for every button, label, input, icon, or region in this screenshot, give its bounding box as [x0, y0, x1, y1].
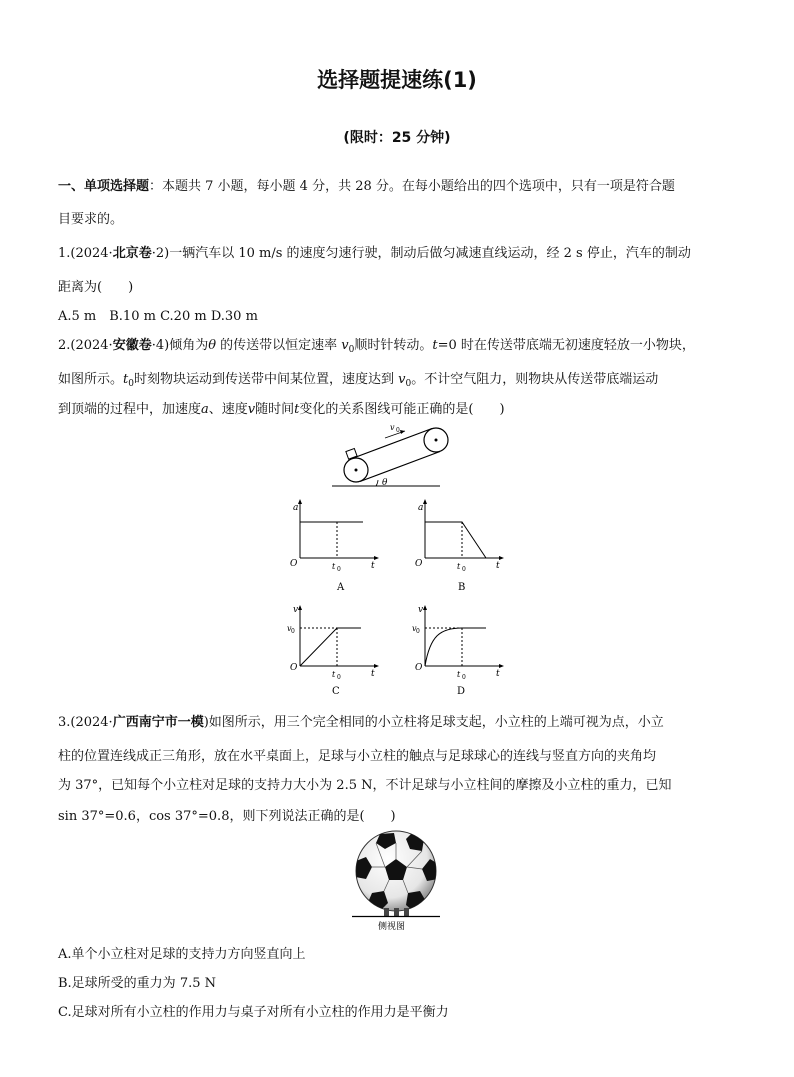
- q2-v: v: [398, 372, 406, 387]
- y-axis-label: a: [418, 503, 424, 513]
- q2-sub: 0: [348, 345, 355, 355]
- q3-line4: sin 37°=0.6，cos 37°=0.8，则下列说法正确的是( ): [58, 809, 396, 824]
- x-axis-label: t: [371, 669, 375, 679]
- t0-sub: 0: [337, 566, 341, 573]
- question-1: [58, 242, 691, 261]
- y-axis-label: v: [293, 605, 299, 615]
- q2-v: v: [247, 402, 256, 417]
- v0-tick: v: [287, 624, 292, 633]
- question-2: [58, 334, 695, 355]
- section-desc-cont: 目要求的。: [58, 212, 124, 227]
- x-axis-label: t: [496, 669, 500, 679]
- graph-d: [410, 600, 510, 700]
- q2-text: 的传送带以恒定速率: [216, 338, 342, 353]
- origin-label: O: [290, 663, 298, 673]
- origin-label: O: [290, 559, 298, 569]
- q1-text-cont: 距离为( ): [58, 280, 134, 295]
- q1-text: ·2)一辆汽车以 10 m/s 的速度匀速行驶，制动后做匀减速直线运动，经 2 s 停止，汽车的制动: [151, 246, 691, 261]
- t0-tick: t: [457, 562, 461, 571]
- section-header: [58, 175, 675, 194]
- q1-number: 1.(2024·: [58, 246, 113, 261]
- q3-option-c: C.足球对所有小立柱的作用力与桌子对所有小立柱的作用力是平衡力: [58, 1005, 449, 1020]
- q2-line2: [58, 368, 658, 389]
- q2-text: 如图所示。: [58, 372, 124, 387]
- q2-source: 安徽卷: [112, 338, 152, 353]
- option-a-caption: A: [337, 582, 345, 593]
- x-axis-label: t: [371, 561, 375, 571]
- q2-line3: [58, 398, 505, 417]
- q1-source: 北京卷: [112, 246, 152, 261]
- option-b-caption: B: [458, 582, 466, 593]
- v0-label: v: [390, 423, 395, 432]
- q2-text: 顺时针转动。: [354, 338, 433, 353]
- q1-options: A.5 m B.10 m C.20 m D.30 m: [58, 309, 258, 324]
- q2-text: 随时间: [255, 402, 295, 417]
- q3-source: 广西南宁市一模: [112, 715, 204, 730]
- q2-a: a: [201, 402, 209, 417]
- q2-text: 。不计空气阻力，则物块从传送带底端运动: [411, 372, 659, 387]
- q2-sub: 0: [405, 379, 412, 389]
- graph-c: [285, 600, 385, 700]
- graph-b: [410, 496, 510, 596]
- q2-text: 变化的关系图线可能正确的是( ): [299, 402, 505, 417]
- q3-option-a: A.单个小立柱对足球的支持力方向竖直向上: [58, 947, 306, 962]
- q2-number: 2.(2024·: [58, 338, 113, 353]
- q2-v: v: [341, 338, 349, 353]
- t0-tick: t: [457, 670, 461, 679]
- q2-t: t: [432, 338, 438, 353]
- q2-t: t: [294, 402, 300, 417]
- side-view-caption: 侧视图: [378, 922, 406, 931]
- y-axis-label: v: [418, 605, 424, 615]
- v0-tick: v: [412, 624, 417, 633]
- v0-sub: 0: [396, 427, 400, 434]
- q2-text: 、速度: [208, 402, 248, 417]
- q3-line3: 为 37°，已知每个小立柱对足球的支持力大小为 2.5 N，不计足球与小立柱间的摩擦及小立柱的重力，已知: [58, 778, 672, 793]
- x-axis-label: t: [496, 561, 500, 571]
- option-d-caption: D: [457, 686, 466, 697]
- option-c-caption: C: [332, 686, 340, 697]
- q2-sub: 0: [128, 379, 134, 389]
- y-axis-label: a: [293, 503, 299, 513]
- q2-theta: θ: [208, 338, 217, 353]
- conveyor-belt-figure: [330, 418, 460, 490]
- q2-text: 时刻物块运动到传送带中间某位置，速度达到: [133, 372, 399, 387]
- q3-line2: 柱的位置连线成正三角形，放在水平桌面上，足球与小立柱的触点与足球球心的连线与竖直方向的夹角均: [58, 749, 657, 764]
- t0-sub: 0: [462, 566, 466, 573]
- time-limit: (限时：25 分钟): [343, 130, 451, 146]
- theta-label: θ: [382, 478, 388, 488]
- graph-a: [285, 496, 385, 596]
- q2-text: =0 时在传送带底端无初速度轻放一小物块，: [437, 338, 695, 353]
- t0-sub: 0: [337, 674, 341, 681]
- question-3: [58, 711, 664, 730]
- origin-label: O: [415, 663, 423, 673]
- origin-label: O: [415, 559, 423, 569]
- q3-text: )如图所示，用三个完全相同的小立柱将足球支起，小立柱的上端可视为点，小立: [203, 715, 664, 730]
- section-label: 一、单项选择题: [58, 179, 150, 194]
- q3-number: 3.(2024·: [58, 715, 113, 730]
- t0-sub: 0: [462, 674, 466, 681]
- v0-sub: 0: [291, 628, 295, 635]
- q2-t0: t: [123, 372, 129, 387]
- q2-text: ·4)倾角为: [151, 338, 209, 353]
- soccer-ball-figure: [350, 829, 442, 931]
- section-desc: ：本题共 7 小题，每小题 4 分，共 28 分。在每小题给出的四个选项中，只有一项是符合题: [149, 179, 675, 194]
- q3-option-b: B.足球所受的重力为 7.5 N: [58, 976, 216, 991]
- page-title: 选择题提速练(1): [317, 68, 477, 92]
- t0-tick: t: [332, 562, 336, 571]
- q2-text: 到顶端的过程中，加速度: [58, 402, 202, 417]
- t0-tick: t: [332, 670, 336, 679]
- v0-sub: 0: [416, 628, 420, 635]
